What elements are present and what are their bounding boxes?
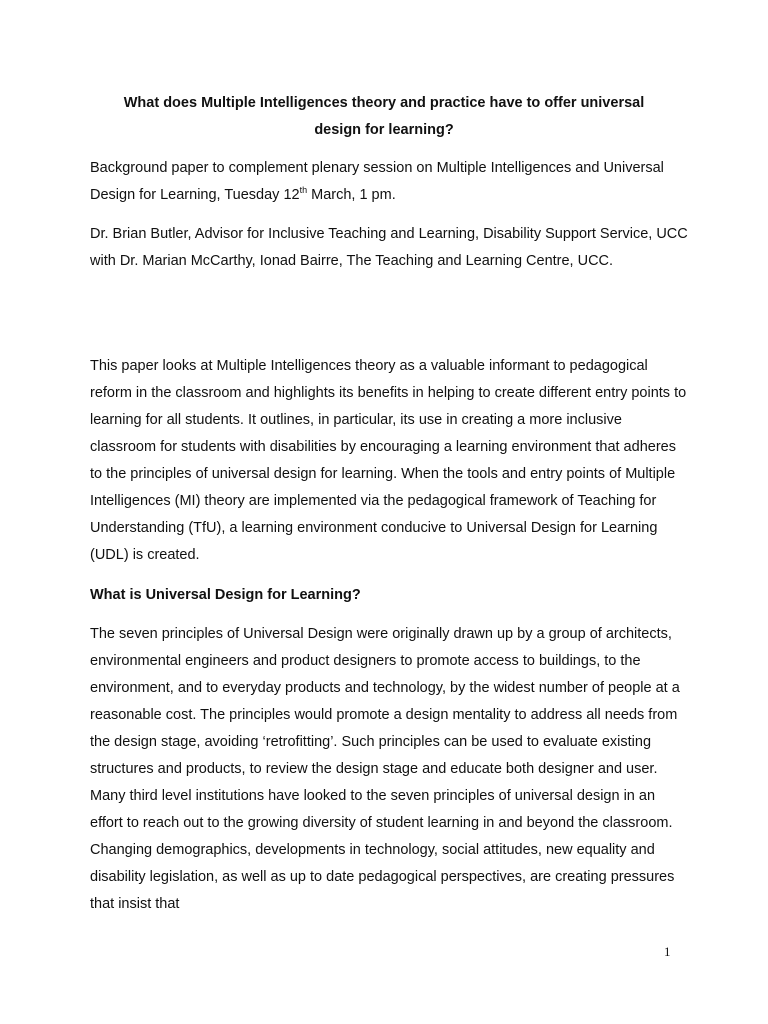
author-line: Dr. Brian Butler, Advisor for Inclusive Teaching and Learning, Disability Support Service, UCC with Dr. Marian McCarthy, Ionad Bairre, The Teaching and Learning Centre, UCC.: [90, 226, 688, 269]
body-paragraph: The seven principles of Universal Design were originally drawn up by a group of architects, environmental engineers and product designers to promote access to buildings, to the environment, and to everyday products and technology, by the widest number of people at a reasonable cost. The principles would promote a design mentality to address all needs from the design stage, avoiding ‘retrofitting’. Such principles can be used to evaluate existing structures and products, to review the design stage and educate both designer and user. Many third level institutions have looked to the seven principles of universal design in an effort to reach out to the growing diversity of student learning in and beyond the classroom. Changing demographics, developments in technology, social attitudes, new equality and disability legislation, as well as up to date pedagogical perspectives, are creating pressures that insist that: [90, 626, 680, 912]
abstract-paragraph: This paper looks at Multiple Intelligences theory as a valuable informant to pedagogical reform in the classroom and highlights its benefits in helping to create different entry points to learning for all students. It outlines, in particular, its use in creating a more inclusive classroom for students with disabilities by encouraging a learning environment that adheres to the principles of universal design for learning. When the tools and entry points of Multiple Intelligences (MI) theory are implemented via the pedagogical framework of Teaching for Understanding (TfU), a learning environment conducive to Universal Design for Learning (UDL) is created.: [90, 358, 687, 563]
section-heading: What is Universal Design for Learning?: [90, 587, 361, 603]
document-title: What does Multiple Intelligences theory and practice have to offer universal design for learning?: [123, 95, 645, 138]
subtitle-text-end: March, 1 pm.: [307, 187, 396, 203]
document-subtitle: [90, 155, 690, 209]
page-number: 1: [664, 944, 671, 959]
subtitle-superscript: th: [299, 185, 308, 195]
subtitle-text: Background paper to complement plenary session on Multiple Intelligences and Universal Design for Learning, Tuesday 12: [90, 160, 664, 203]
